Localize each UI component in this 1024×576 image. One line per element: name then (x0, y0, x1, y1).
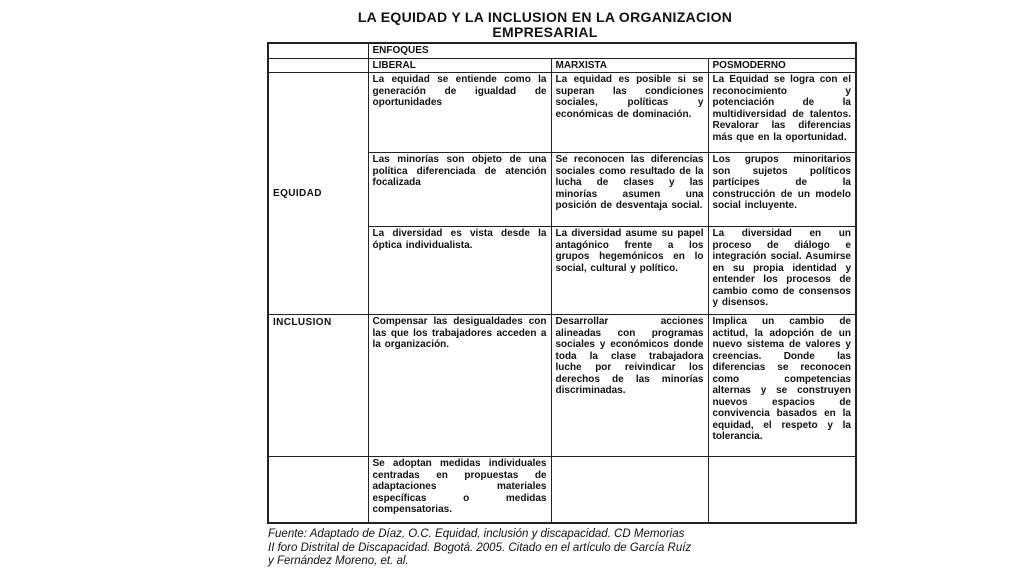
page-title (245, 10, 845, 40)
table-cell: La Equidad se logra con el reconocimiento y potenciación de la multidiversidad de talentos. Revalorar las diferencias más que en la oportunidad. (708, 73, 856, 153)
row-label-empty (268, 457, 368, 523)
table-cell (551, 457, 708, 523)
table-cell: La diversidad asume su papel antagónico frente a los grupos hegemónicos en lo social, cultural y político. (551, 227, 708, 315)
page-title-line2: EMPRESARIAL (492, 24, 598, 40)
comparison-table (267, 42, 857, 524)
citation-line: Fuente: Adaptado de Díaz, O.C. Equidad, inclusión y discapacidad. CD Memorias (268, 528, 685, 540)
table-cell: Las minorías son objeto de una política diferenciada de atención focalizada (368, 153, 551, 227)
page-title-line1: LA EQUIDAD Y LA INCLUSION EN LA ORGANIZACION (357, 9, 733, 25)
source-citation (268, 528, 853, 569)
citation-line: II foro Distrital de Discapacidad. Bogotá. 2005. Citado en el artículo de García Ruíz (268, 541, 692, 554)
enfoques-header-cell: ENFOQUES (368, 43, 856, 58)
table-row (268, 43, 856, 58)
table-row (268, 457, 856, 523)
table-row (268, 315, 856, 457)
table-cell: Desarrollar acciones alineadas con programas sociales y económicos donde toda la clase trabajadora luche por reivindicar los derechos de las minorías discriminadas. (551, 315, 708, 457)
table-cell: Compensar las desigualdades con las que los trabajadores acceden a la organización. (368, 315, 551, 457)
row-label-inclusion: INCLUSION (268, 315, 368, 457)
table-cell: Se adoptan medidas individuales centradas en propuestas de adaptaciones materiales específicas o medidas compensatorias. (368, 457, 551, 523)
row-label-equidad: EQUIDAD (268, 73, 368, 315)
table-row (268, 73, 856, 153)
table-cell: La equidad es posible si se superan las condiciones sociales, políticas y económicas de dominación. (551, 73, 708, 153)
column-header-marxista: MARXISTA (551, 58, 708, 73)
table-row (268, 58, 856, 73)
corner-cell (268, 43, 368, 58)
corner-cell (268, 58, 368, 73)
table-cell: Implica un cambio de actitud, la adopción de un nuevo sistema de valores y creencias. Donde las diferencias se reconocen como competencias alternas y se construyen nuevos espacios de convivencia basados en la equidad, el respeto y la tolerancia. (708, 315, 856, 457)
table-cell: Se reconocen las diferencias sociales como resultado de la lucha de clases y las minorías asumen una posición de desventaja social. (551, 153, 708, 227)
table-cell: La equidad se entiende como la generación de igualdad de oportunidades (368, 73, 551, 153)
column-header-posmoderno: POSMODERNO (708, 58, 856, 73)
table-cell: La diversidad es vista desde la óptica individualista. (368, 227, 551, 315)
citation-line: y Fernández Moreno, et. al. (268, 555, 409, 567)
table-cell: Los grupos minoritarios son sujetos políticos partícipes de la construcción de un modelo social incluyente. (708, 153, 856, 227)
table-cell (708, 457, 856, 523)
table-cell: La diversidad en un proceso de diálogo e integración social. Asumirse en su propia identidad y entender los procesos de cambio como de consensos y disensos. (708, 227, 856, 315)
column-header-liberal: LIBERAL (368, 58, 551, 73)
